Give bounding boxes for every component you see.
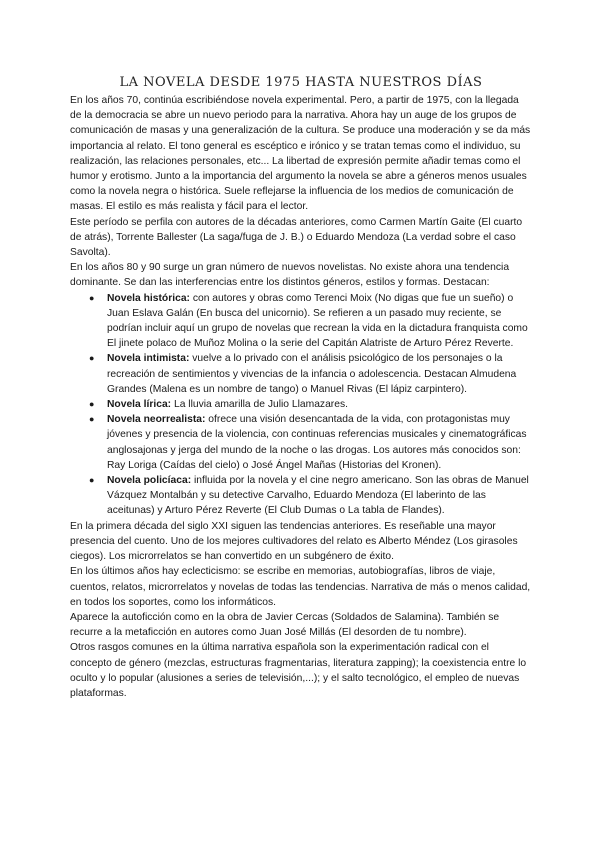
genre-description: con autores y obras como Terenci Moix (No digas que fue un sueño) o Juan Eslava Galán (En busca del unicornio). Se refieren a un pasado muy reciente, se podrían incluir aquí un grupo de novelas que recrean la vida en la dictadura franquista como El jinete polaco de Muñoz Molina o la serie del Capitán Alatriste de Arturo Pérez Reverte. <box>107 292 528 350</box>
paragraph-earlier-authors: Este período se perfila con autores de la décadas anteriores, como Carmen Martín Gaite (El cuarto de atrás), Torrente Ballester (La saga/fuga de J. B.) o Eduardo Mendoza (La verdad sobre el caso Savolta). <box>70 216 523 259</box>
bullet-icon: ● <box>89 475 95 486</box>
paragraph-xxi-century: En la primera década del siglo XXI siguen las tendencias anteriores. Es reseñable una mayor presencia del cuento. Uno de los mejores cultivadores del relato es Alberto Méndez (Los girasoles ciegos). Los microrrelatos se han convertido en un subgénero de éxito. <box>70 520 518 563</box>
list-item-intimista <box>89 351 532 397</box>
genre-list <box>70 291 532 519</box>
paragraph-eclecticism: En los últimos años hay eclecticismo: se escribe en memorias, autobiografías, libros de viaje, cuentos, relatos, microrrelatos y novelas de todas las tendencias. Narrativa de más o menos calidad, en todos los soportes, como los informáticos. <box>70 566 531 608</box>
genre-description: La lluvia amarilla de Julio Llamazares. <box>171 399 348 411</box>
paragraph-80s-90s: En los años 80 y 90 surge un gran número de nuevos novelistas. No existe ahora una tendencia dominante. Se dan las interferencias entre los distintos géneros, estilos y formas. Destacan: <box>70 262 510 289</box>
genre-term: Novela policíaca: <box>107 475 192 487</box>
genre-term: Novela neorrealista: <box>107 414 206 426</box>
genre-term: Novela intimista: <box>107 353 190 365</box>
page-title: LA NOVELA DESDE 1975 HASTA NUESTROS DÍAS <box>119 75 483 90</box>
genre-term: Novela histórica: <box>107 292 190 304</box>
genre-description: vuelve a lo privado con el análisis psicológico de los personajes o la recreación de sentimientos y vivencias de la infancia o adolescencia. Destacan Almudena Grandes (Malena es un nombre de tango) o Manuel Rivas (El lápiz carpintero). <box>107 353 517 395</box>
bullet-icon: ● <box>89 353 95 364</box>
list-item-policiaca <box>89 473 532 519</box>
bullet-icon: ● <box>89 399 95 410</box>
genre-term: Novela lírica: <box>107 399 172 411</box>
paragraph-autofiction: Aparece la autoficción como en la obra de Javier Cercas (Soldados de Salamina). También se recurre a la metaficción en autores como Juan José Millás (El desorden de tu nombre). <box>70 611 500 639</box>
list-item-historica <box>89 291 532 352</box>
list-item-neorrealista <box>89 412 532 473</box>
bullet-icon: ● <box>89 292 95 303</box>
genre-description: influida por la novela y el cine negro americano. Son las obras de Manuel Vázquez Montalbán y su detective Carvalho, Eduardo Mendoza (El laberinto de las aceitunas) y Arturo Pérez Reverte (El Club Dumas o La tabla de Flandes). <box>107 475 529 517</box>
paragraph-common-traits: Otros rasgos comunes en la última narrativa española son la experimentación radical con el concepto de género (mezclas, estructuras fragmentarias, literatura zapping); la coexistencia entre lo oculto y lo popular (alusiones a series de televisión,...); y el salto tecnológico, el empleo de nuevas plataformas. <box>70 642 527 699</box>
bullet-icon: ● <box>89 414 95 425</box>
document-page <box>70 74 532 701</box>
list-item-lirica <box>89 397 532 412</box>
genre-description: ofrece una visión desencantada de la vida, con protagonistas muy jóvenes y presencia de la violencia, con continuas referencias musicales y cinematográficas anglosajonas y jerga del mundo de la noche o las drogas. Los autores más conocidos son: Ray Loriga (Caídas del cielo) o José Ángel Mañas (Historias del Kronen). <box>107 414 527 471</box>
paragraph-intro: En los años 70, continúa escribiéndose novela experimental. Pero, a partir de 1975, con la llegada de la democracia se abre un nuevo periodo para la narrativa. Ahora hay un auge de los grupos de comunicación de masas y una generalización de la cultura. Se produce una moderación y se da más importancia al relato. El tono general es escéptico e irónico y se tratan temas como el individuo, su realización, las relaciones personales, etc... La libertad de expresión permite añadir temas como el humor y erotismo. Junto a la importancia del argumento la novela se abre a géneros menos usuales como la novela negra o histórica. Suele reflejarse la influencia de los medios de comunicación de masas. El estilo es más realista y fácil para el lector. <box>70 95 531 213</box>
